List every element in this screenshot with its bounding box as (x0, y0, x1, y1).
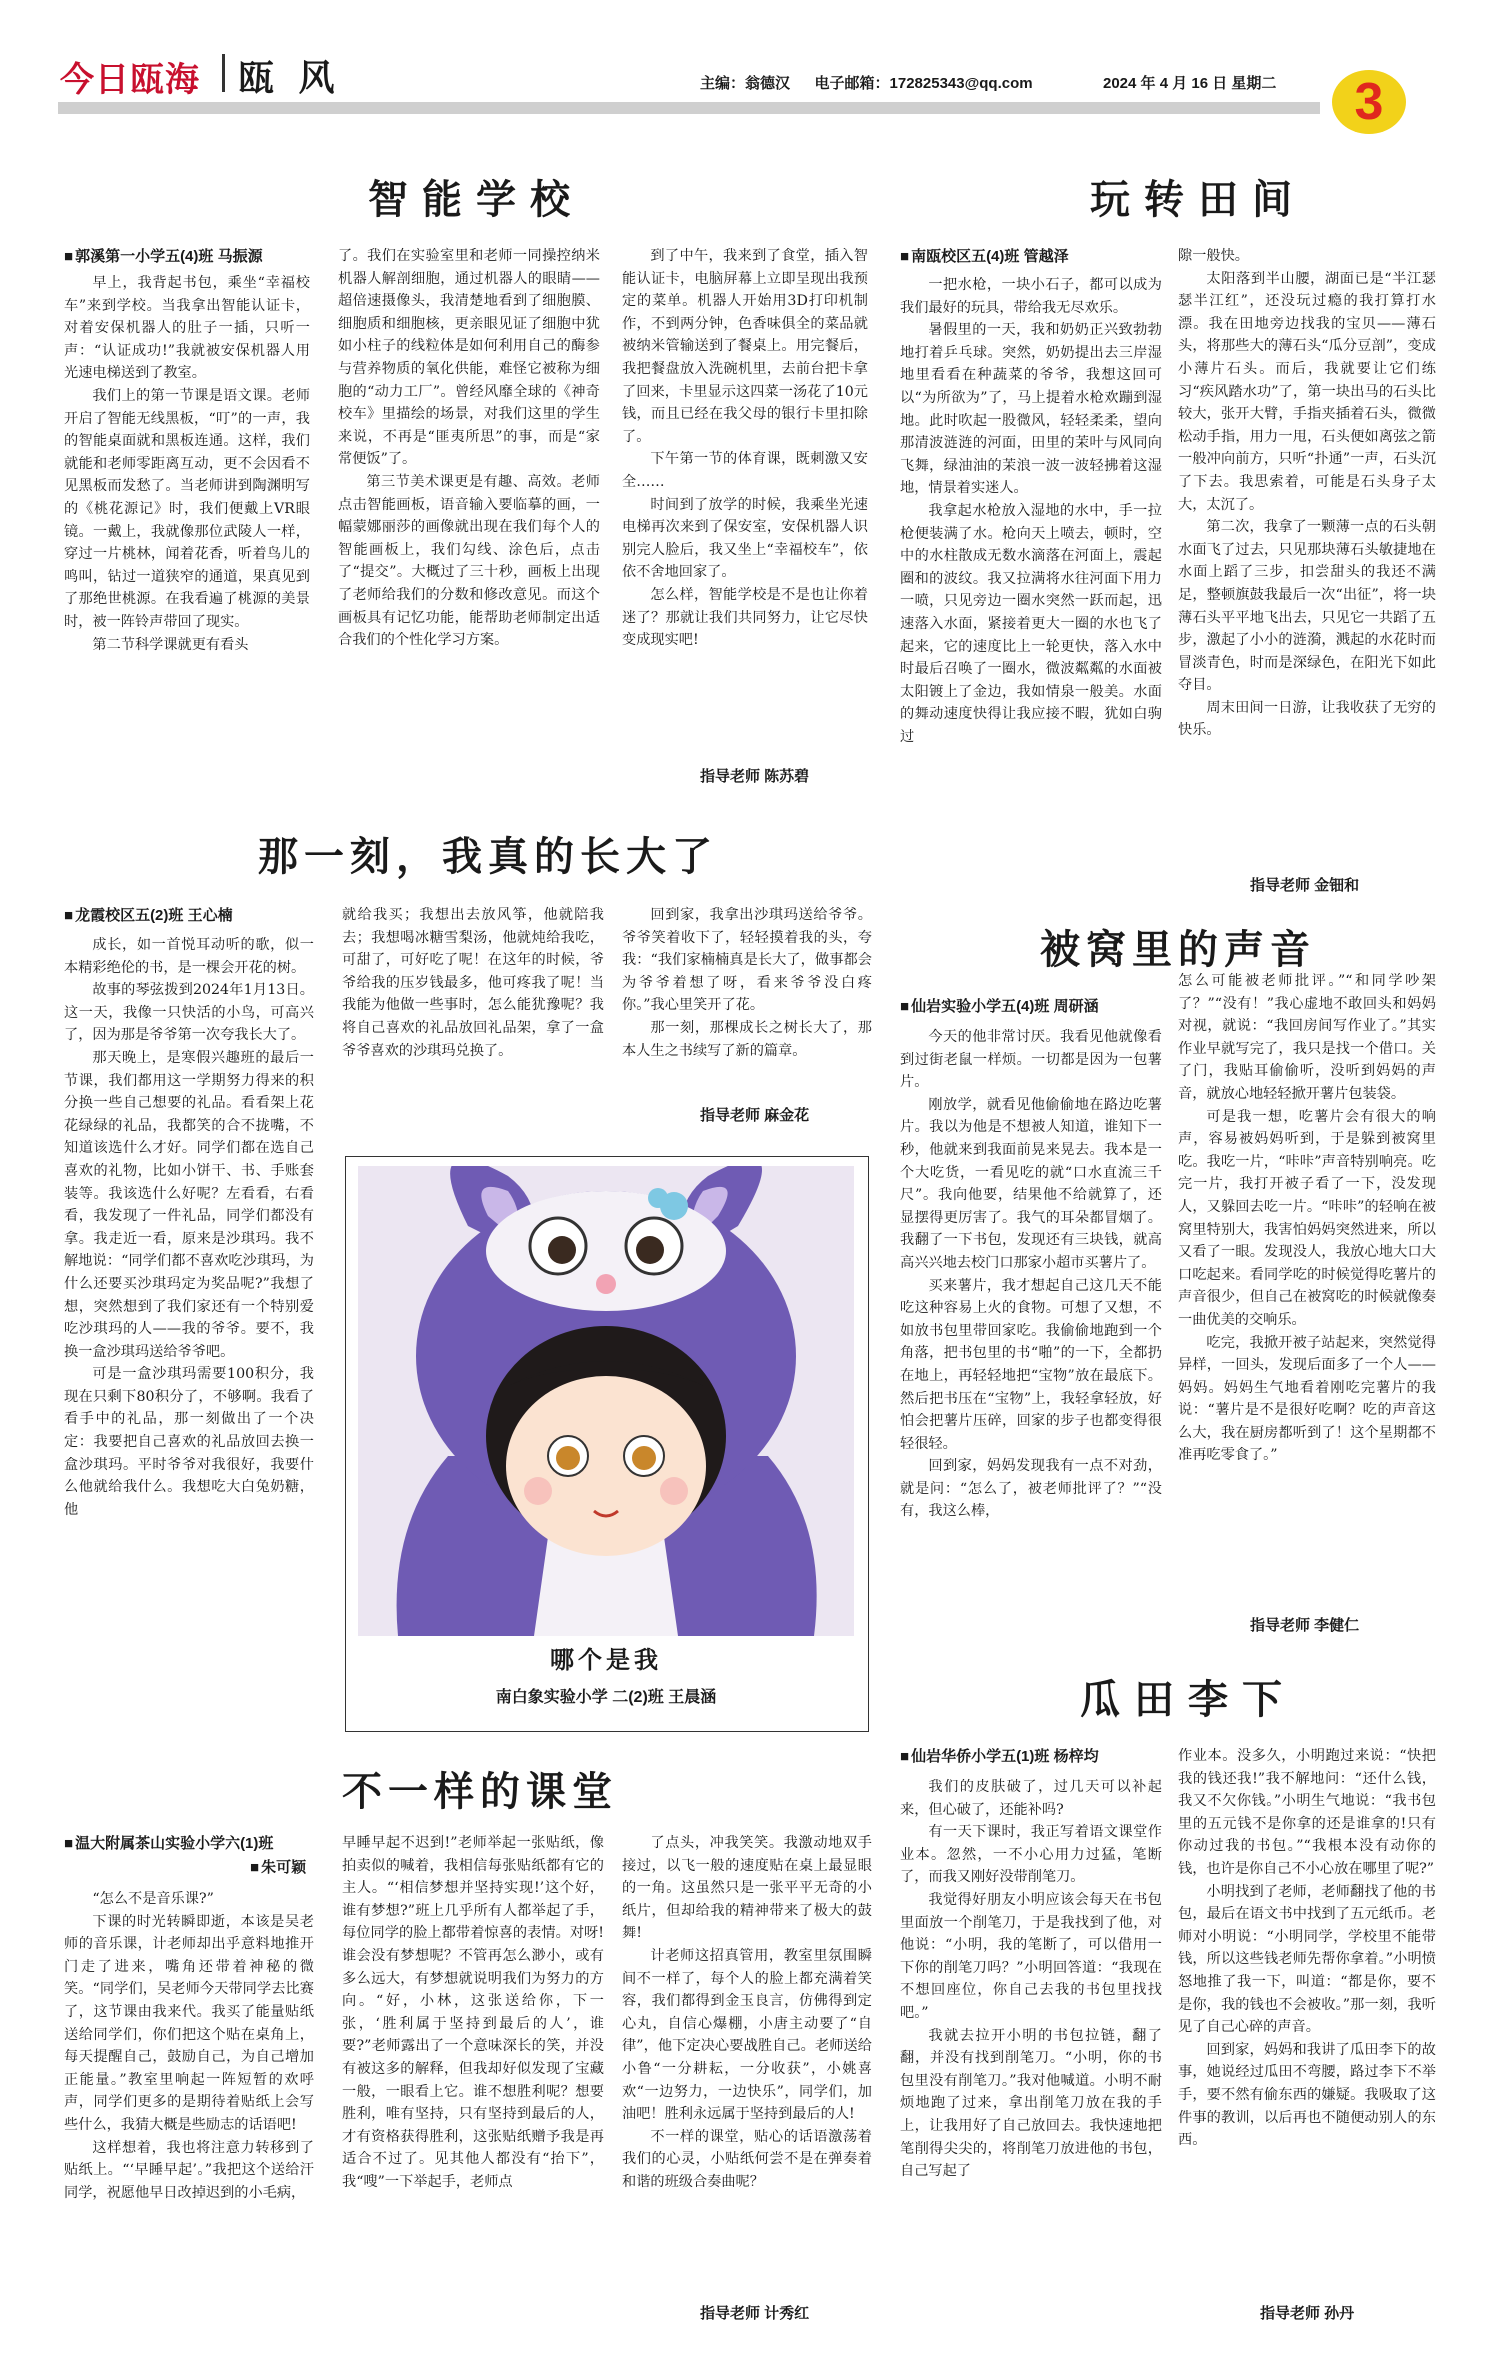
article-advisor-blanket: 指导老师 李健仁 (1250, 1617, 1360, 1634)
article-title-blanket: 被窝里的声音 (1040, 926, 1316, 973)
article-body-fields-col1: 一把水枪，一块小石子，都可以成为我们最好的玩具，带给我无尽欢乐。 暑假里的一天，我和奶奶正兴致勃勃地打着乒乓球。突然，奶奶提出去三岸湿地里看看在种蔬菜的爷爷，我想这回可以“为所欲为”了，马上提着水枪欢蹦到湿地。此时吹起一股微风，轻轻柔柔，望向那清波涟涟的河面，田里的茉叶与风同向飞舞，绿油油的茉浪一波一波轻拂着这湿地，情景着实迷人。 我拿起水枪放入湿地的水中，手一拉枪便装满了水。枪向天上喷去，顿时，空中的水柱散成无数水滴落在河面上，震起圈和的波纹。我又拉满将水往河面下用力一喷，只见旁边一圈水突然一跃而起，迅速落入水面，紧接着更大一圈的水也飞了起来，它的速度比上一轮更快，落入水中时最后召唤了一圈水，微波粼粼的水面被太阳镀上了金边，我如情泉一般美。水面的舞动速度快得让我应接不暇，犹如白驹过 (900, 277, 1162, 745)
article-body-smart-school-col3: 到了中午，我来到了食堂，插入智能认证卡，电脑屏幕上立即呈现出我预定的菜单。机器人开始用3D打印机制作，不到两分钟，色香味俱全的菜品就被纳米管输送到了餐桌上。用完餐后，我把餐盘放入洗碗机里，去前台把卡拿了回来，卡里显示这四菜一汤花了10元钱，而且已经在我父母的银行卡里扣除了。 下午第一节的体育课，既刺激又安全…… 时间到了放学的时候，我乘坐光速电梯再次来到了保安室，安保机器人识别完人脸后，我又坐上“幸福校车”，依依不舍地回家了。 怎么样，智能学校是不是也让你着迷了？那就让我们共同努力，让它尽快变成现实吧! (622, 248, 868, 649)
artwork-illustration (358, 1166, 854, 1636)
article-body-grew-up-col1: 成长，如一首悦耳动听的歌，似一本精彩绝伦的书，是一棵会开花的树。 故事的琴弦拨到2024年1月13日。这一天，我像一只快活的小鸟，可高兴了，因为那是爷爷第一次夸我长大了。 那天晚上，是寒假兴趣班的最后一节课，我们都用这一学期努力得来的积分换一些自己想要的礼品。看看架上花花绿绿的礼品，我都笑的合不拢嘴，不知道该选什么才好。同学们都在选自己喜欢的礼物，比如小饼干、书、手账套装等。我该选什么好呢？左看看，右看看，我发现了一件礼品，同学们都没有拿。我走近一看，原来是沙琪玛。我不解地说：“同学们都不喜欢吃沙琪玛，为什么还要买沙琪玛定为奖品呢?”我想了想，突然想到了我们家还有一个特别爱吃沙琪玛的人——我的爷爷。要不，我换一盒沙琪玛送给爷爷吧。 可是一盒沙琪玛需要100积分，我现在只剩下80积分了，不够啊。我看了看手中的礼品，那一刻做出了一个决定：我要把自己喜欢的礼品放回去换一盒沙琪玛。平时爷爷对我很好，我要什么他就给我什么。我想吃大白兔奶糖，他 (64, 937, 314, 1518)
article-body-melon-field-col2: 作业本。没多久，小明跑过来说：“快把我的钱还我!”我不解地问：“还什么钱，我又不欠你钱。”小明生气地说：“我书包里的五元钱不是你拿的还是谁拿的!只有你动过我的书包。”“我根本没有动你的钱，也许是你自己不小心放在哪里了呢?” 小明找到了老师，老师翻找了他的书包，最后在语文书中找到了五元纸币。老师对小明说：“小明同学，学校里不能带钱，所以这些钱老师先帮你拿着。”小明愤怒地推了我一下，叫道：“都是你，要不是你，我的钱也不会被收。”那一刻，我听见了自己心碎的声音。 回到家，妈妈和我讲了瓜田李下的故事，她说经过瓜田不弯腰，路过李下不举手，要不然有偷东西的嫌疑。我吸取了这件事的教训，以后再也不随便动别人的东西。 (1178, 1748, 1436, 2149)
article-body-smart-school-col2: 了。我们在实验室里和老师一同操控纳米机器人解剖细胞，通过机器人的眼睛——超倍速摄像头，我清楚地看到了细胞膜、细胞质和细胞核，更亲眼见证了细胞中犹如小柱子的线粒体是如何利用自己的酶参与营养物质的氧化供能，难怪它被称为细胞的“动力工厂”。曾经风靡全球的《神奇校车》里描绘的场景，对我们这里的学生来说，不再是“匪夷所思”的事，而是“家常便饭”了。 第三节美术课更是有趣、高效。老师点击智能画板，语音输入要临摹的画，一幅蒙娜丽莎的画像就出现在我们每个人的智能画板上，我们勾线、涂色后，点击了“提交”。大概过了三十秒，画板上出现了老师给我们的分数和修改意见。而这个画板具有记忆功能，能帮助老师制定出适合我们的个性化学习方案。 (338, 248, 600, 649)
article-body-melon-field-col1: 我们的皮肤破了，过几天可以补起来，但心破了，还能补吗? 有一天下课时，我正写着语文课堂作业本。忽然，一不小心用力过猛，笔断了，而我又刚好没带削笔刀。 我觉得好朋友小明应该会每天在书包里面放一个削笔刀，于是我找到了他，对他说：“小明，我的笔断了，可以借用一下你的削笔刀吗？”小明回答道：“我现在不想回座位，你自己去我的书包里找找吧。” 我就去拉开小明的书包拉链，翻了翻，并没有找到削笔刀。“小明，你的书包里没有削笔刀。”我对他喊道。小明不耐烦地跑了过来，拿出削笔刀放在我的手上，让我用好了自己放回去。我快速地把笔削得尖尖的，将削笔刀放进他的书包，自己写起了 (900, 1779, 1162, 2180)
article-title-fields: 玩转田间 (1090, 176, 1306, 223)
article-advisor-grew-up: 指导老师 麻金花 (700, 1107, 810, 1124)
article-byline-grew-up: ■ 龙霞校区五(2)班 王心楠 (64, 904, 233, 925)
issue-date: 2024 年 4 月 16 日 星期二 (1103, 75, 1277, 92)
article-byline-blanket: ■ 仙岩实验小学五(4)班 周研涵 (900, 995, 1099, 1016)
article-byline2-different-class: ■ 朱可颖 (250, 1856, 306, 1877)
article-byline-smart-school: ■ 郭溪第一小学五(4)班 马振源 (64, 245, 263, 266)
article-body-fields-col2: 隙一般快。 太阳落到半山腰，湖面已是“半江瑟瑟半江红”，还没玩过瘾的我打算打水漂。我在田地旁边找我的宝贝——薄石头，将那些大的薄石头“瓜分豆剖”，变成小薄片石头。而后，我就要让它们练习“疾风踏水功”了，第一块出马的石头比较大，张开大臂，手指夹插着石头，微微松动手指，用力一甩，石头便如离弦之箭一般冲向前方，只听“扑通”一声，石头沉了下去。我思索着，可能是石头身子太大，太沉了。 第二次，我拿了一颗薄一点的石头朝水面飞了过去，只见那块薄石头敏捷地在水面上蹈了三步，扣尝甜头的我还不满足，整顿旗鼓我最后一次“出征”，将一块薄石头平平地飞出去，只见它一共蹈了五步，激起了小小的涟漪，溅起的水花时而冒淡青色，时而是深绿色，在阳光下如此夺目。 周末田间一日游，让我收获了无穷的快乐。 (1178, 248, 1436, 739)
newspaper-logo: 今日瓯海 (60, 60, 200, 100)
article-body-different-class-col2: 早睡早起不迟到!”老师举起一张贴纸，像拍卖似的喊着，我相信每张贴纸都有它的主人。“‘相信梦想并坚持实现!’这个好，谁有梦想?”班上几乎所有人都举起了手，每位同学的脸上都带着惊喜的表情。对呀!谁会没有梦想呢？不管再怎么渺小，或有多么远大，有梦想就说明我们为努力的方向。“好，小林，这张送给你，下一张，‘胜利属于坚持到最后的人’，谁要?”老师露出了一个意味深长的笑，并没有被这多的解释，但我却好似发现了宝藏一般，一眼看上它。谁不想胜利呢？想要胜利，唯有坚持，只有坚持到最后的人，才有资格获得胜利，这张贴纸赠予我是再适合不过了。见其他人都没有“抬下”，我“嗖”一下举起手，老师点 (342, 1835, 604, 2190)
article-byline-fields: ■ 南瓯校区五(4)班 管越泽 (900, 245, 1069, 266)
masthead-divider (222, 54, 225, 92)
artwork-credit: 南白象实验小学 二(2)班 王晨涵 (495, 1689, 717, 1706)
page-number-badge: 3 (1332, 70, 1406, 134)
article-byline-different-class: ■ 温大附属茶山实验小学六(1)班 (64, 1832, 273, 1853)
article-title-melon-field: 瓜田李下 (1080, 1676, 1296, 1723)
article-body-different-class-col1: “怎么不是音乐课?” 下课的时光转瞬即逝，本该是吴老师的音乐课，计老师却出乎意料地推开门走了进来，嘴角还带着神秘的微笑。“同学们，吴老师今天带同学去比赛了，这节课由我来代。我买了能量贴纸送给同学们，你们把这个贴在桌角上，每天提醒自己，鼓励自己，为自己增加正能量。”教室里响起一阵短暂的欢呼声，同学们更多的是期待着贴纸上会写些什么，我猜大概是些励志的话语吧! 这样想着，我也将注意力转移到了贴纸上。“‘早睡早起’。”我把这个送给汗同学，祝愿他早日改掉迟到的小毛病， (64, 1891, 314, 2201)
article-advisor-fields: 指导老师 金钿和 (1250, 877, 1360, 894)
editor-info (700, 72, 1033, 93)
article-byline-melon-field: ■ 仙岩华侨小学五(1)班 杨梓均 (900, 1745, 1099, 1766)
article-body-blanket-col1: 今天的他非常讨厌。我看见他就像看到过街老鼠一样烦。一切都是因为一包薯片。 刚放学，就看见他偷偷地在路边吃薯片。我以为他是不想被人知道，谁知下一秒，他就来到我面前晃来晃去。我本是一个大吃货，一看见吃的就“口水直流三千尺”。我向他要，结果他不给就算了，还显摆得更厉害了。我气的耳朵都冒烟了。我翻了一下书包，发现还有三块钱，就高高兴兴地去校门口那家小超市买薯片了。 买来薯片，我才想起自己这几天不能吃这种容易上火的食物。可想了又想，不如放书包里带回家吃。我偷偷地跑到一个角落，把书包里的书“啪”的一下，全都扔在地上，再轻轻地把“宝物”放在最底下。然后把书压在“宝物”上，我轻拿轻放，好怕会把薯片压碎，回家的步子也都变得很轻很轻。 回到家，妈妈发现我有一点不对劲，就是问：“怎么了，被老师批评了？”“没有，我这么棒， (900, 1029, 1162, 1520)
header-rule (58, 102, 1320, 114)
article-body-blanket-col2: 怎么可能被老师批评。”“和同学吵架了？”“没有！”我心虚地不敢回头和妈妈对视，就说：“我回房间写作业了。”其实作业早就写完了，我只是找一个借口。关了门，我贴耳偷偷听，没听到妈妈的声音，就放心地轻轻掀开薯片包装袋。 可是我一想，吃薯片会有很大的响声，容易被妈妈听到，于是躲到被窝里吃。我吃一片，“咔咔”声音特别响亮。吃完一片，我打开被子看了一下，没发现人，又躲回去吃一片。“咔咔”的轻响在被窝里特别大，我害怕妈妈突然进来，所以又看了一眼。发现没人，我放心地大口大口吃起来。看同学吃的时候觉得吃薯片的声音很少，但自己在被窝吃的时候就像奏一曲优美的交响乐。 吃完，我掀开被子站起来，突然觉得异样，一回头，发现后面多了一个人——妈妈。妈妈生气地看着刚吃完薯片的我说：“薯片是不是很好吃啊？吃的声音这么大，我在厨房都听到了！这个星期都不准再吃零食了。” (1178, 973, 1436, 1464)
article-body-grew-up-col2: 就给我买；我想出去放风筝，他就陪我去；我想喝冰糖雪梨汤，他就炖给我吃，可甜了，可好吃了呢！在这年的时候，爷爷给我的压岁钱最多，他可疼我了呢！当我能为他做一些事时，怎么能犹豫呢？我将自己喜欢的礼品放回礼品架，拿了一盒爷爷喜欢的沙琪玛兑换了。 (342, 907, 604, 1059)
section-title: 瓯 风 (238, 58, 341, 99)
editor-email: 电子邮箱：172825343@qq.com (814, 75, 1033, 92)
article-advisor-melon-field: 指导老师 孙丹 (1260, 2305, 1355, 2322)
article-body-different-class-col3: 了点头，冲我笑笑。我激动地双手接过，以飞一般的速度贴在桌上最显眼的一角。这虽然只是一张平平无奇的小纸片，但却给我的精神带来了极大的鼓舞! 计老师这招真管用，教室里氛围瞬间不一样了，每个人的脸上都充满着笑容，我们都得到金玉良言，仿佛得到定心丸，自信心爆棚，小唐主动要了“自律”，他下定决心要战胜自己。老师送给小鲁“一分耕耘，一分收获”，小姚喜欢“一边努力，一边快乐”，同学们，加油吧！胜利永远属于坚持到最后的人! 不一样的课堂，贴心的话语激荡着我们的心灵，小贴纸何尝不是在弹奏着和谐的班级合奏曲呢？ (622, 1835, 872, 2190)
article-body-smart-school-col1: 早上，我背起书包，乘坐“幸福校车”来到学校。当我拿出智能认证卡，对着安保机器人的肚子一插，只听一声：“认证成功!”我就被安保机器人用光速电梯送到了教室。 我们上的第一节课是语文课。老师开启了智能无线黑板，“叮”的一声，我的智能桌面就和黑板连通。这样，我们就能和老师零距离互动，更不会因看不见黑板而发愁了。当老师讲到陶渊明写的《桃花源记》时，我们便戴上VR眼镜。一戴上，我就像那位武陵人一样，穿过一片桃林，闻着花香，听着鸟儿的鸣叫，钻过一道狭窄的通道，果真见到了那绝世桃源。在我看遍了桃源的美景时，被一阵铃声带回了现实。 第二节科学课就更有看头 (64, 275, 310, 653)
article-body-grew-up-col3: 回到家，我拿出沙琪玛送给爷爷。爷爷笑着收下了，轻轻摸着我的头，夸我：“我们家楠楠真是长大了，做事都会为爷爷着想了呀，看来爷爷没白疼你。”我心里笑开了花。 那一刻，那棵成长之树长大了，那本人生之书续写了新的篇章。 (622, 907, 872, 1059)
article-advisor-smart-school: 指导老师 陈苏碧 (700, 768, 810, 785)
editor-name: 主编：翁德汉 (700, 75, 791, 92)
bunny-costume-drawing (358, 1166, 854, 1636)
article-title-smart-school: 智能学校 (368, 176, 584, 223)
article-advisor-different-class: 指导老师 计秀红 (700, 2305, 810, 2322)
article-title-different-class: 不一样的课堂 (342, 1768, 618, 1815)
article-title-grew-up: 那一刻，我真的长大了 (258, 833, 718, 880)
artwork-caption: 哪个是我 (550, 1646, 662, 1674)
